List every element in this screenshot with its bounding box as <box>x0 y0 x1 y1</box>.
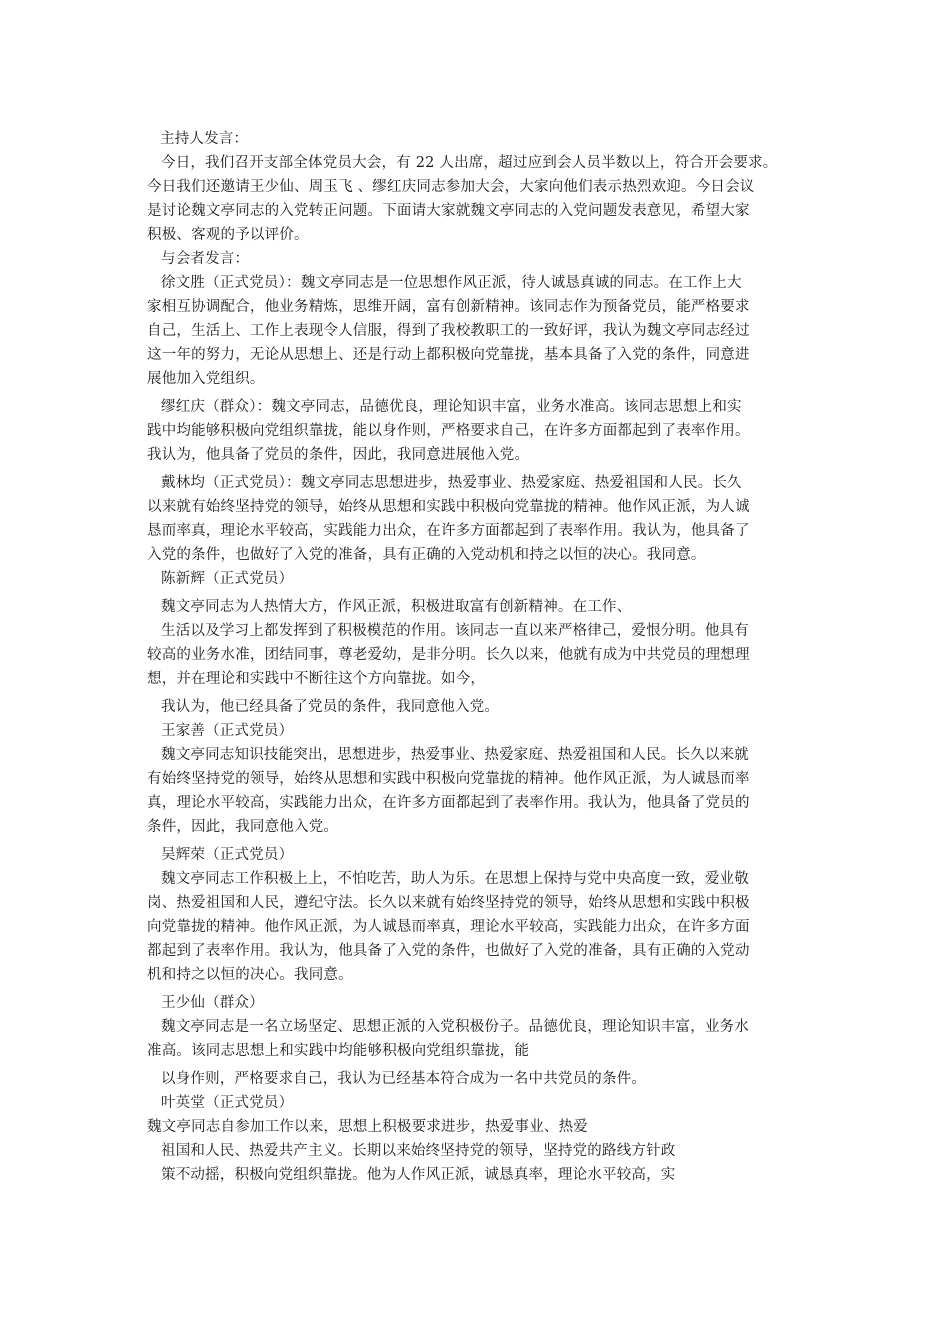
document-line: 自己，生活上、工作上表现令人信服，得到了我校教职工的一致好评，我认为魏文亭同志经过 <box>147 323 750 339</box>
document-line: 家相互协调配合，他业务精炼，思维开阔，富有创新精神。该同志作为预备党员，能严格要求 <box>147 299 750 315</box>
document-line: 以来就有始终坚持党的领导，始终从思想和实践中积极向党靠拢的精神。他作风正派，为人诚 <box>147 499 750 515</box>
document-line: 戴林均（正式党员）：魏文亭同志思想进步，热爱事业、热爱家庭、热爱祖国和人民。长久 <box>161 475 742 491</box>
document-line: 王家善（正式党员） <box>161 723 294 739</box>
document-line: 这一年的努力，无论从思想上、还是行动上都积极向党靠拢，基本具备了入党的条件，同意进 <box>147 347 750 363</box>
document-line: 叶英堂（正式党员） <box>161 1095 294 1111</box>
document-line: 都起到了表率作用。我认为，他具备了入党的条件，也做好了入党的准备，具有正确的入党动 <box>147 943 750 959</box>
document-line: 我认为，他具备了党员的条件，因此，我同意进展他入党。 <box>147 447 530 463</box>
document-line: 展他加入党组织。 <box>147 371 265 387</box>
document-line: 岗、热爱祖国和人民，遵纪守法。长久以来就有始终坚持党的领导，始终从思想和实践中积极 <box>147 895 750 911</box>
document-line: 与会者发言： <box>161 251 250 267</box>
document-line: 我认为，他已经具备了党员的条件，我同意他入党。 <box>161 699 500 715</box>
document-line: 是讨论魏文亭同志的入党转正问题。下面请大家就魏文亭同志的入党问题发表意见，希望大家 <box>147 203 750 219</box>
document-line: 生活以及学习上都发挥到了积极模范的作用。该同志一直以来严格律己，爱恨分明。他具有 <box>161 623 749 639</box>
document-line: 有始终坚持党的领导，始终从思想和实践中积极向党靠拢的精神。他作风正派，为人诚恳而率 <box>147 771 750 787</box>
document-line: 以身作则，严格要求自己，我认为已经基本符合成为一名中共党员的条件。 <box>161 1071 647 1087</box>
document-line: 祖国和人民、热爱共产主义。长期以来始终坚持党的领导，坚持党的路线方针政 <box>161 1143 676 1159</box>
document-line: 策不动摇，积极向党组织靠拢。他为人作风正派，诚恳真率，理论水平较高，实 <box>161 1167 676 1183</box>
document-line: 向党靠拢的精神。他作风正派，为人诚恳而率真，理论水平较高，实践能力出众，在许多方面 <box>147 919 750 935</box>
document-line: 魏文亭同志工作积极上上，不怕吃苦，助人为乐。在思想上保持与党中央高度一致，爱业敬 <box>161 871 749 887</box>
document-line: 魏文亭同志为人热情大方，作风正派，积极进取富有创新精神。在工作、 <box>161 599 632 615</box>
document-line: 魏文亭同志是一名立场坚定、思想正派的入党积极份子。品德优良，理论知识丰富，业务水 <box>161 1019 749 1035</box>
document-line: 魏文亭同志知识技能突出，思想进步，热爱事业、热爱家庭、热爱祖国和人民。长久以来就 <box>161 747 749 763</box>
document-line: 真，理论水平较高，实践能力出众，在许多方面都起到了表率作用。我认为，他具备了党员的 <box>147 795 750 811</box>
document-line: 想，并在理论和实践中不断往这个方向靠拢。如今， <box>147 671 486 687</box>
document-line: 缪红庆（群众）：魏文亭同志，品德优良，理论知识丰富，业务水准高。该同志思想上和实 <box>161 399 742 415</box>
document-line: 入党的条件，也做好了入党的准备，具有正确的入党动机和持之以恒的决心。我同意。 <box>147 547 706 563</box>
document-line: 积极、客观的予以评价。 <box>147 227 309 243</box>
document-line: 践中均能够积极向党组织靠拢，能以身作则，严格要求自己，在许多方面都起到了表率作用。 <box>147 423 750 439</box>
document-line: 王少仙（群众） <box>161 995 264 1011</box>
document-line: 今日，我们召开支部全体党员大会，有 22 人出席，超过应到会人员半数以上，符合开会要求。 <box>161 155 778 171</box>
document-line: 主持人发言： <box>160 131 249 147</box>
document-line: 条件，因此，我同意他入党。 <box>147 819 339 835</box>
document-line: 陈新辉（正式党员） <box>161 571 294 587</box>
document-line: 徐文胜（正式党员）：魏文亭同志是一位思想作风正派，待人诚恳真诚的同志。在工作上大 <box>161 275 742 291</box>
document-line: 准高。该同志思想上和实践中均能够积极向党组织靠拢，能 <box>147 1043 530 1059</box>
document-line: 魏文亭同志自参加工作以来，思想上积极要求进步，热爱事业、热爱 <box>147 1119 588 1135</box>
document-line: 今日我们还邀请王少仙、周玉飞 、缪红庆同志参加大会，大家向他们表示热烈欢迎。今日会议 <box>147 179 755 195</box>
document-line: 吴辉荣（正式党员） <box>161 847 294 863</box>
document-line: 较高的业务水准，团结同事，尊老爱幼，是非分明。长久以来，他就有成为中共党员的理想理 <box>147 647 750 663</box>
document-line: 恳而率真，理论水平较高，实践能力出众，在许多方面都起到了表率作用。我认为，他具备了 <box>147 523 750 539</box>
document-line: 机和持之以恒的决心。我同意。 <box>147 967 353 983</box>
